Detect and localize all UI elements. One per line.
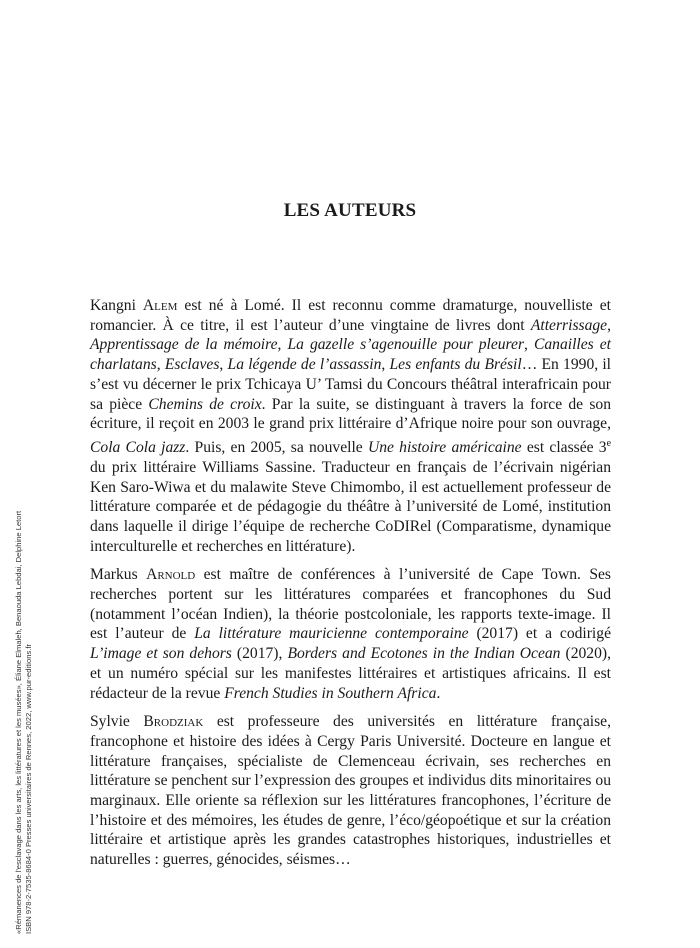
bio-text: (2017) et a codirigé <box>468 625 611 643</box>
book-title: Atterrissage <box>530 316 608 334</box>
side-note-line-1: «Rémanences de l'esclavage dans les arts, les littératures et les musées», Éliane Elmaleh, Benaouda Lebdai, Delphine Letort <box>14 510 23 934</box>
bio-text: Kangni <box>90 297 143 314</box>
book-title: French Studies in Southern Africa <box>224 684 437 702</box>
bio-text: , <box>381 356 390 374</box>
bio-text: , <box>219 356 228 374</box>
book-title: Une histoire américaine <box>367 439 522 457</box>
book-title: Canailles et charlatans <box>90 336 612 374</box>
author-surname: Brodziak <box>143 713 204 731</box>
bio-text: du prix littéraire Williams Sassine. Traducteur en français de l’écrivain nigérian Ken Saro-Wiwa et du malawite Steve Chimombo, il est actuellement professeur de littérature comparée et de pédagogie du théâtre à l’université de Lomé, institution dans laquelle il dirige l’équipe de recherche CoDIRel (Comparatisme, dynamique interculturelle et recherches en littérature). <box>90 458 611 555</box>
bio-text: … En 1990, il s’est vu décerner le prix Tchicaya U’ Tamsi du Concours théâtral interafricain pour sa pièce <box>90 356 612 413</box>
book-title: Cola Cola jazz <box>90 439 186 457</box>
bio-text: , <box>607 316 611 334</box>
bio-text: (2017), <box>231 645 288 663</box>
bio-text: . Puis, en 2005, sa nouvelle <box>185 439 368 457</box>
bio-text: e <box>606 437 612 449</box>
authors-body <box>90 296 611 879</box>
author-bio-paragraph <box>90 296 611 556</box>
book-title: La légende de l’assassin <box>227 356 382 374</box>
bio-text: , <box>277 336 288 354</box>
bio-text: . <box>436 684 441 702</box>
book-title: Borders and Ecotones in the Indian Ocean <box>287 645 561 663</box>
book-title: L’image et son dehors <box>90 645 232 663</box>
author-bio-paragraph <box>90 712 611 870</box>
book-title: Esclaves <box>164 356 220 374</box>
bio-text: Sylvie <box>90 713 144 731</box>
bio-text: est né à Lomé. Il est reconnu comme dramaturge, nouvelliste et romancier. À ce titre, il est l’auteur d’une vingtaine de livres dont <box>90 297 611 334</box>
book-title: Chemins de croix <box>148 395 262 413</box>
bio-text: est professeure des universités en littérature française, francophone et histoire des idées à Cergy Paris Université. Docteure en langue et littérature françaises, spécialiste de Clemenceau écrivain, ses recherches en littérature se penchent sur l’expression des groupes et individus dits minoritaires ou marginaux. Elle oriente sa réflexion sur les littératures francophones, l’écriture de l’histoire et des mémoires, les études de genre, l’éco/géopoétique et sur la création littéraire et artistique après les grandes catastrophes historiques, industrielles et naturelles : guerres, génocides, séismes… <box>90 713 611 869</box>
author-surname: Arnold <box>146 566 196 584</box>
bio-text: Markus <box>90 566 147 584</box>
bio-text: . Par la suite, se distinguant à travers la force de son écriture, il reçoit en 2003 le grand prix littéraire d’Afrique noire pour son ouvrage, <box>90 395 611 433</box>
author-surname: Alem <box>142 297 178 314</box>
copyright-side-note <box>14 511 34 934</box>
bio-text: , <box>156 356 165 374</box>
book-title: La littérature mauricienne contemporaine <box>194 625 469 643</box>
author-bio-paragraph <box>90 565 611 703</box>
side-note-line-2: ISBN 978-2-7535-8684-0 Presses universitaires de Rennes, 2022, www.pur-editions.fr <box>24 644 33 934</box>
book-title: Apprentissage de la mémoire <box>90 336 278 354</box>
book-title: Les enfants du Brésil <box>389 356 522 374</box>
book-title: La gazelle s’agenouille pour pleurer <box>287 336 525 354</box>
bio-text: est classée 3 <box>521 439 607 457</box>
bio-text: , <box>524 336 534 354</box>
page-title: LES AUTEURS <box>283 200 417 221</box>
bio-text: (2020), et un numéro spécial sur les manifestes littéraires et artistiques africains. Il est rédacteur de la revue <box>90 645 611 702</box>
bio-text: est maître de conférences à l’université de Cape Town. Ses recherches portent sur les littératures comparées et francophones du Sud (notamment l’océan Indien), la théorie postcoloniale, les rapports texte-image. Il est l’auteur de <box>90 566 611 643</box>
